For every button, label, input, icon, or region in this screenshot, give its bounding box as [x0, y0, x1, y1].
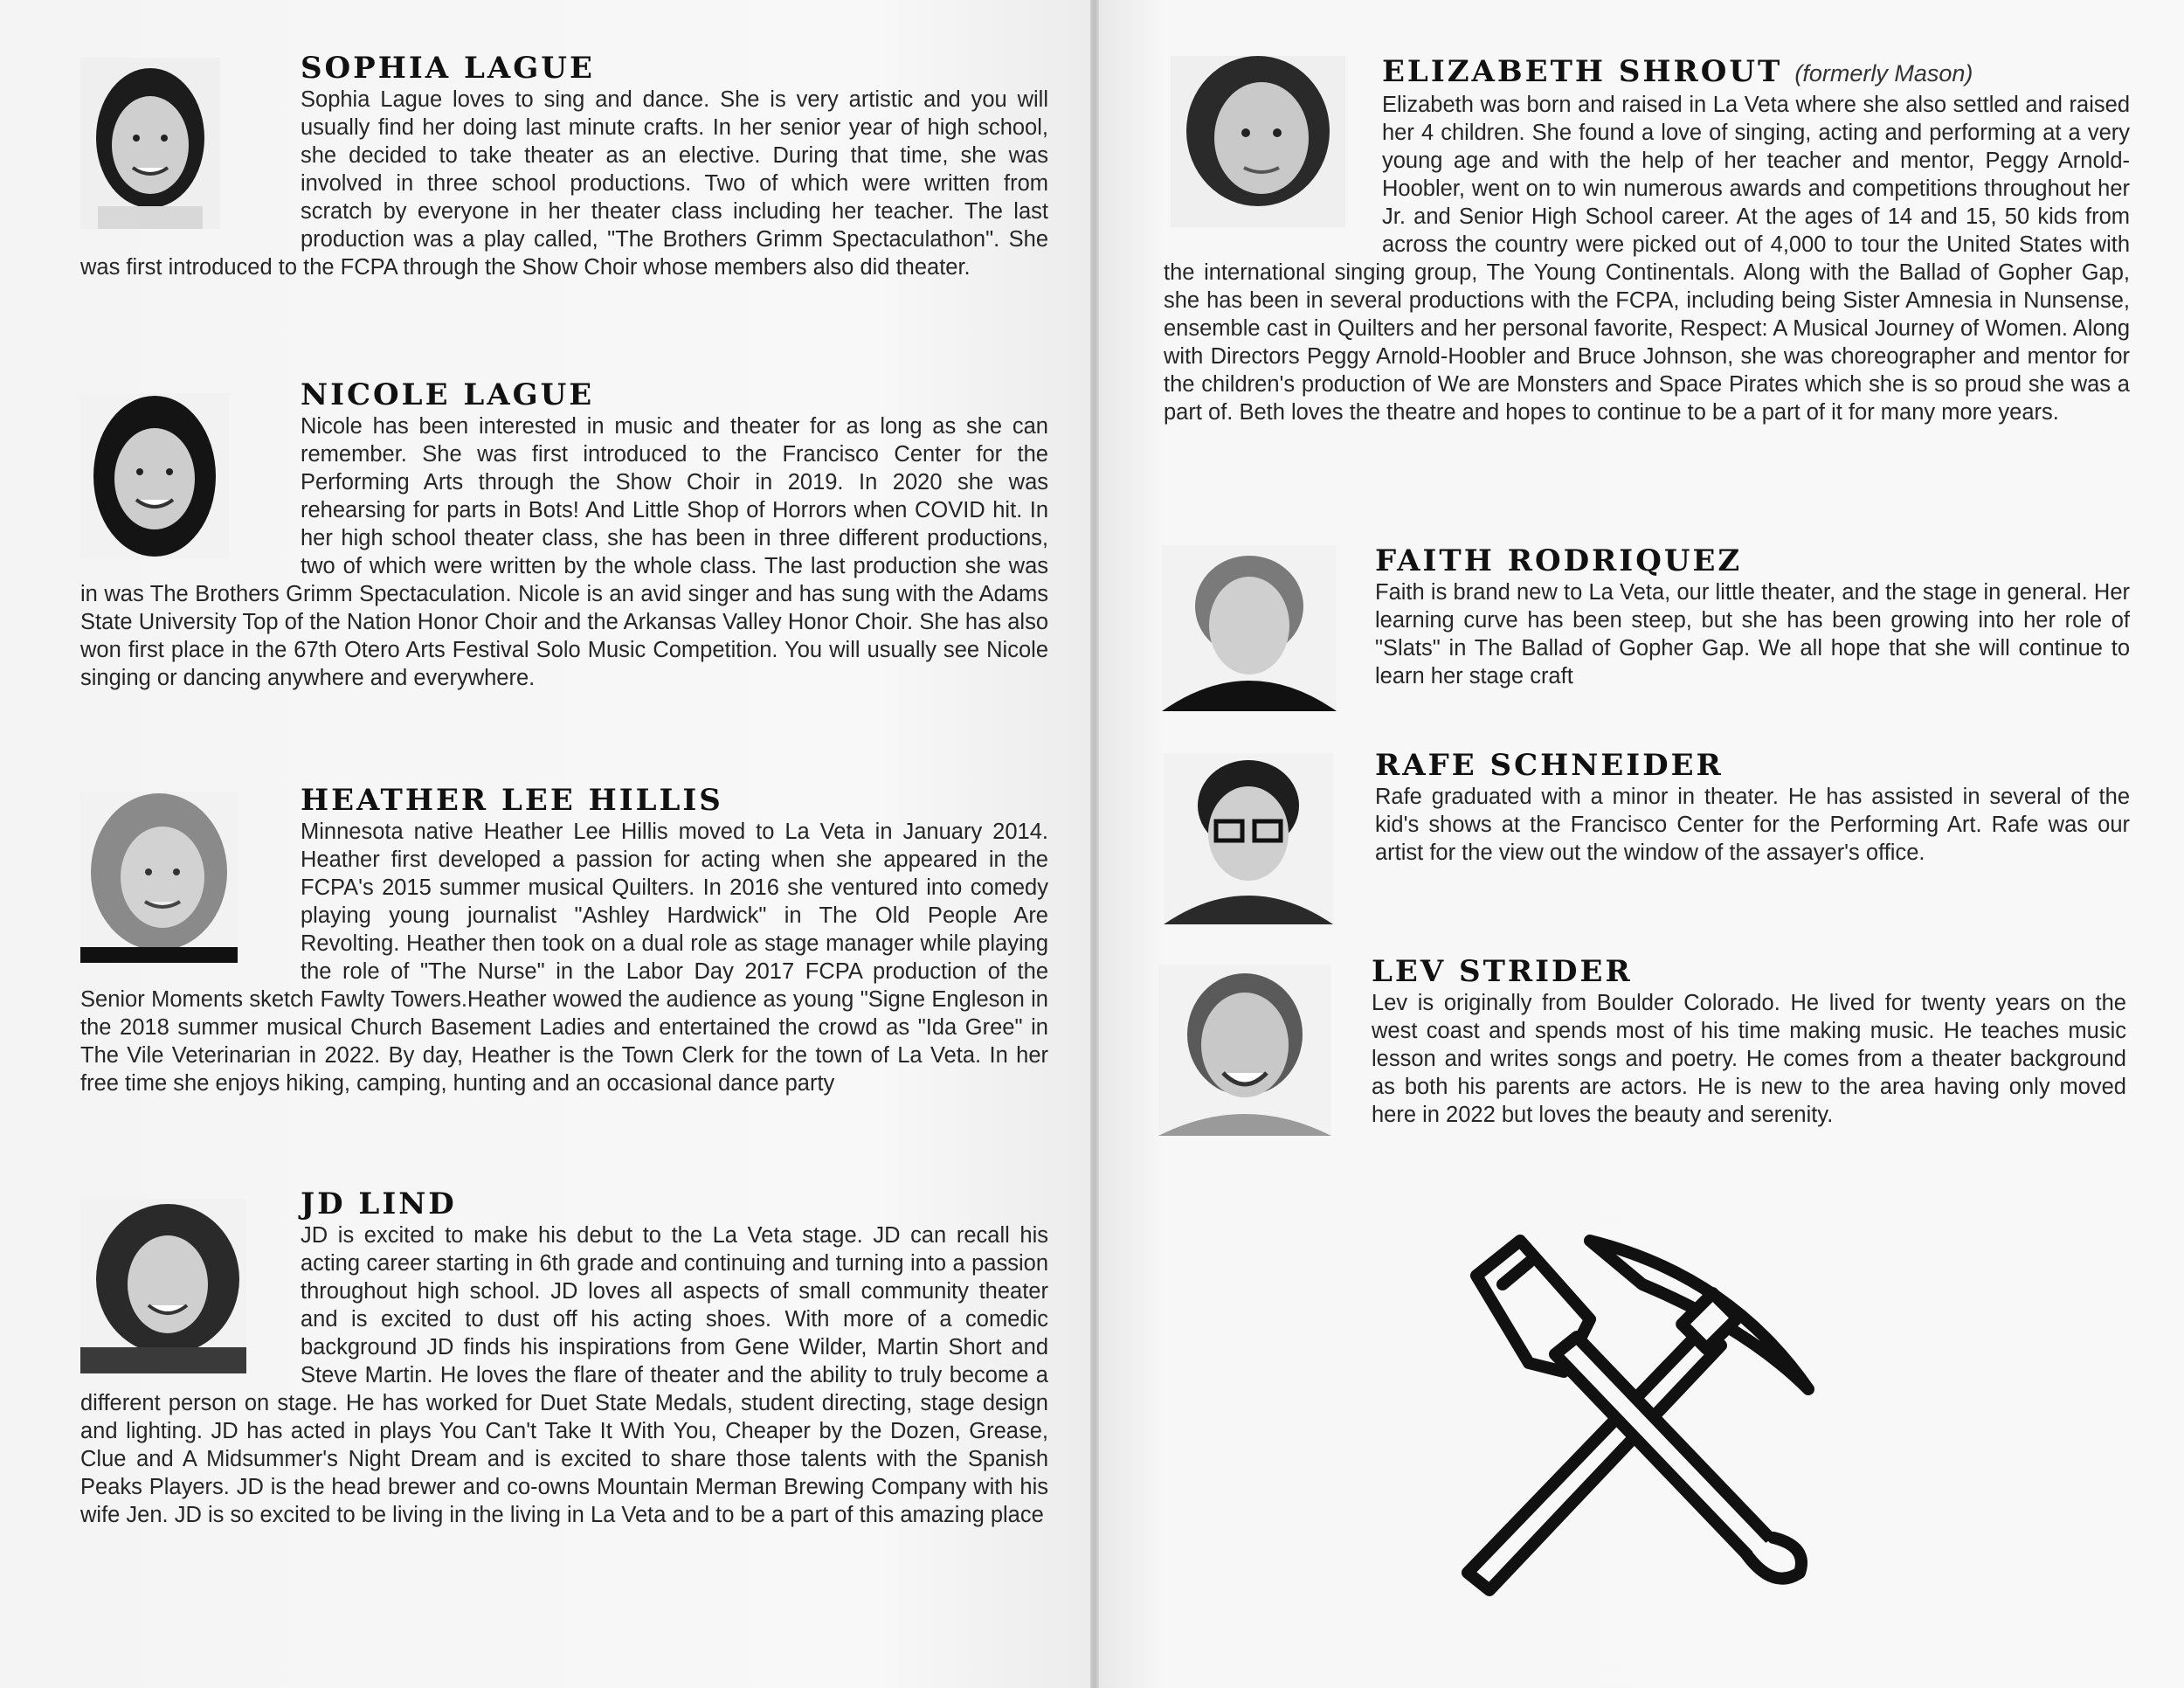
bio-text: Faith is brand new to La Veta, our little theater, and the stage in general. Her learning curve has been steep, but she has been growing into her role of "Slats" in The Ballad of Gopher Gap. We all hope that she will continue to learn her stage craft [1375, 580, 2130, 688]
bio-name: NICOLE LAGUE [301, 377, 595, 412]
bio-text: Lev is originally from Boulder Colorado. He lived for twenty years on the west coast and spends most of his time making music. He teaches music lesson and writes songs and poetry. He comes from a theater background as both his parents are actors. He is new to the area having only moved here in 2022 but loves the beauty and serenity. [1372, 991, 2126, 1127]
bio-name-text: ELIZABETH SHROUT [1382, 54, 1783, 89]
bio-name: FAITH RODRIQUEZ [1375, 543, 1743, 578]
bio-name: LEV STRIDER [1372, 954, 1633, 989]
portrait-photo [1162, 545, 1337, 711]
bio-elizabeth-shrout [1164, 54, 2130, 426]
portrait-photo [80, 58, 220, 229]
bio-sophia-lague [80, 51, 1048, 281]
bio-lev-strider [1158, 954, 2126, 1141]
bio-heather-lee-hillis [80, 783, 1048, 1097]
book-gutter [1090, 0, 1099, 1688]
portrait-photo [1164, 753, 1333, 924]
portrait-photo [80, 1199, 246, 1373]
portrait-photo [1171, 56, 1345, 227]
bio-text: Elizabeth was born and raised in La Veta where she also settled and raised her 4 children. She found a love of singing, acting and performing at a very young age and with the help of her teacher and mentor, Peggy Arnold-Hoobler, went on to win numerous awards and competitions throughout her Jr. and Senior High School career. At the ages of 14 and 15, 50 kids from across the country were picked out of 4,000 to tour the United States with the international singing group, The Young Continentals. Along with the Ballad of Gopher Gap, she has been in several productions with the FCPA, including being Sister Amnesia in Nunsense, ensemble cast in Quilters and her personal favorite, Respect: A Musical Journey of Women. Along with Directors Peggy Arnold-Hoobler and Bruce Johnson, she was choreographer and mentor for the children's production of We are Monsters and Space Pirates which she is so proud she was a part of. Beth loves the theatre and hopes to continue to be a part of it for many more years. [1164, 93, 2130, 425]
bio-name-note: (formerly Mason) [1794, 60, 1973, 86]
bio-jd-lind [80, 1186, 1048, 1529]
bio-text: JD is excited to make his debut to the La Veta stage. JD can recall his acting career starting in 6th grade and continuing and turning into a passion throughout high school. JD loves all aspects of small community theater and is excited to dust off his acting shoes. With more of a comedic background JD finds his inspirations from Gene Wilder, Martin Short and Steve Martin. He loves the flare of theater and the ability to truly become a different person on stage. He has worked for Duet State Medals, student directing, stage design and lighting. JD has acted in plays You Can't Take It With You, Cheaper by the Dozen, Grease, Clue and A Midsummer's Night Dream and is excited to share those talents with the Spanish Peaks Players. JD is the head brewer and co-owns Mountain Merman Brewing Company with his wife Jen. JD is so excited to be living in the living in La Veta and to be a part of this amazing place [80, 1223, 1048, 1527]
bio-name: RAFE SCHNEIDER [1375, 748, 1724, 783]
bio-text: Rafe graduated with a minor in theater. He has assisted in several of the kid's shows at the Francisco Center for the Performing Art. Rafe was our artist for the view out the window of the assayer's office. [1375, 785, 2130, 865]
bio-faith-rodriquez [1162, 543, 2130, 716]
bio-rafe-schneider [1164, 748, 2130, 930]
portrait-photo [80, 393, 229, 559]
crossed-pickaxe-shovel-icon [1441, 1223, 1835, 1608]
bio-name: JD LIND [301, 1186, 457, 1221]
bio-text: Minnesota native Heather Lee Hillis moved to La Veta in January 2014. Heather first developed a passion for acting when she appeared in the FCPA's 2015 summer musical Quilters. In 2016 she ventured into comedy playing young journalist "Ashley Hardwick" in The Old People Are Revolting. Heather then took on a dual role as stage manager while playing the role of "The Nurse" in the Labor Day 2017 FCPA production of the Senior Moments sketch Fawlty Towers.Heather wowed the audience as young "Signe Engleson in the 2018 summer musical Church Basement Ladies and entertained the crowd as "Ida Gree" in The Vile Veterinarian in 2022. By day, Heather is the Town Clerk for the town of La Veta. In her free time she enjoys hiking, camping, hunting and an occasional dance party [80, 820, 1048, 1096]
bio-text: Nicole has been interested in music and theater for as long as she can remember. She was first introduced to the Francisco Center for the Performing Arts through the Show Choir in 2019. In 2020 she was rehearsing for parts in Bots! And Little Shop of Horrors when COVID hit. In her high school theater class, she has been in three different productions, two of which were written by the whole class. The last production she was in was The Brothers Grimm Spectaculation. Nicole is an avid singer and has sung with the Adams State University Top of the Nation Honor Choir and the Arkansas Valley Honor Choir. She has also won first place in the 67th Otero Arts Festival Solo Music Competition. You will usually see Nicole singing or dancing anywhere and everywhere. [80, 414, 1048, 690]
portrait-photo [1158, 965, 1331, 1136]
bio-name: HEATHER LEE HILLIS [301, 783, 723, 818]
portrait-photo [80, 792, 238, 963]
bio-nicole-lague [80, 377, 1048, 692]
bio-name: SOPHIA LAGUE [301, 51, 595, 86]
bio-text: Sophia Lague loves to sing and dance. She is very artistic and you will usually find her doing last minute crafts. In her senior year of high school, she decided to take theater as an elective. During that time, she was involved in three school productions. Two of which were written from scratch by everyone in her theater class including her teacher. The last production was a play called, "The Brothers Grimm Spectaculathon". She was first introduced to the FCPA through the Show Choir whose members also did theater. [80, 87, 1048, 280]
